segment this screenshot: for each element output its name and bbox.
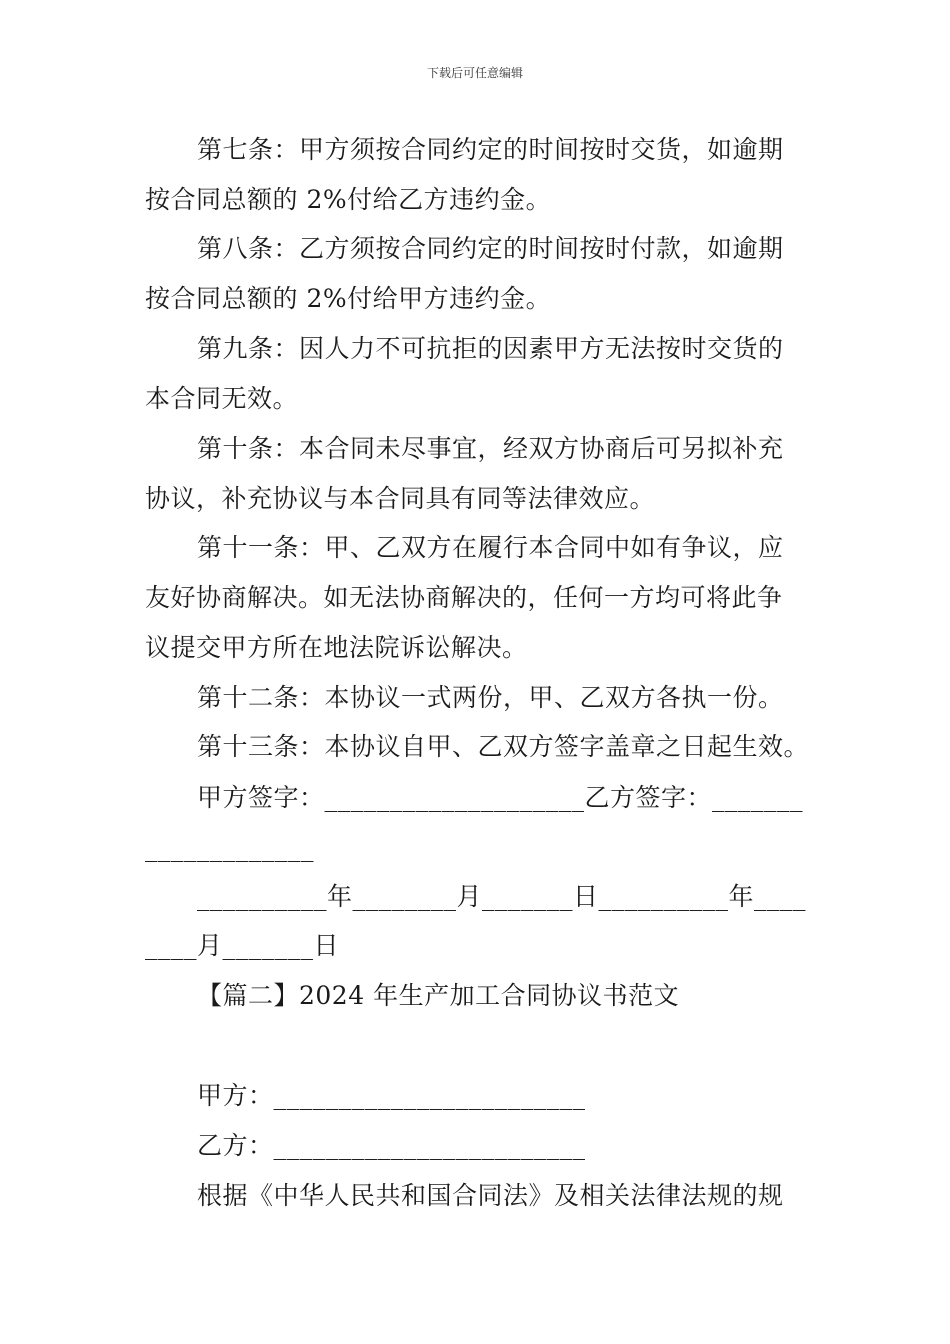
date-line: __________年________月_______日__________年____: [197, 882, 807, 911]
clause-9-line-1: 第九条：因人力不可抗拒的因素甲方无法按时交货的: [197, 334, 784, 363]
date-line-continued: ____月_______日: [145, 931, 340, 960]
clause-11-line-1: 第十一条：甲、乙双方在履行本合同中如有争议，应: [197, 533, 784, 562]
signature-line: 甲方签字：____________________乙方签字：_______: [197, 783, 804, 812]
clause-11-line-2: 友好协商解决。如无法协商解决的，任何一方均可将此争: [145, 583, 783, 612]
clause-8-line-2: 按合同总额的 2%付给甲方违约金。: [145, 284, 552, 313]
signature-line-continued: _____________: [145, 833, 314, 862]
clause-13: 第十三条：本协议自甲、乙双方签字盖章之日起生效。: [197, 732, 810, 761]
clause-7-line-2: 按合同总额的 2%付给乙方违约金。: [145, 185, 552, 214]
header-note: 下载后可任意编辑: [426, 66, 523, 80]
clause-12: 第十二条：本协议一式两份，甲、乙双方各执一份。: [197, 683, 784, 712]
section-title: 【篇二】2024 年生产加工合同协议书范文: [197, 981, 680, 1010]
clause-9-line-2: 本合同无效。: [145, 384, 299, 413]
clause-10-line-2: 协议，补充协议与本合同具有同等法律效应。: [145, 484, 656, 513]
clause-7-line-1: 第七条：甲方须按合同约定的时间按时交货，如逾期: [197, 135, 784, 164]
party-b-line: 乙方：________________________: [197, 1131, 586, 1160]
clause-11-line-3: 议提交甲方所在地法院诉讼解决。: [145, 633, 528, 662]
clause-8-line-1: 第八条：乙方须按合同约定的时间按时付款，如逾期: [197, 234, 784, 263]
party-a-line: 甲方：________________________: [197, 1081, 586, 1110]
preamble-line: 根据《中华人民共和国合同法》及相关法律法规的规: [197, 1181, 784, 1210]
clause-10-line-1: 第十条：本合同未尽事宜，经双方协商后可另拟补充: [197, 434, 784, 463]
